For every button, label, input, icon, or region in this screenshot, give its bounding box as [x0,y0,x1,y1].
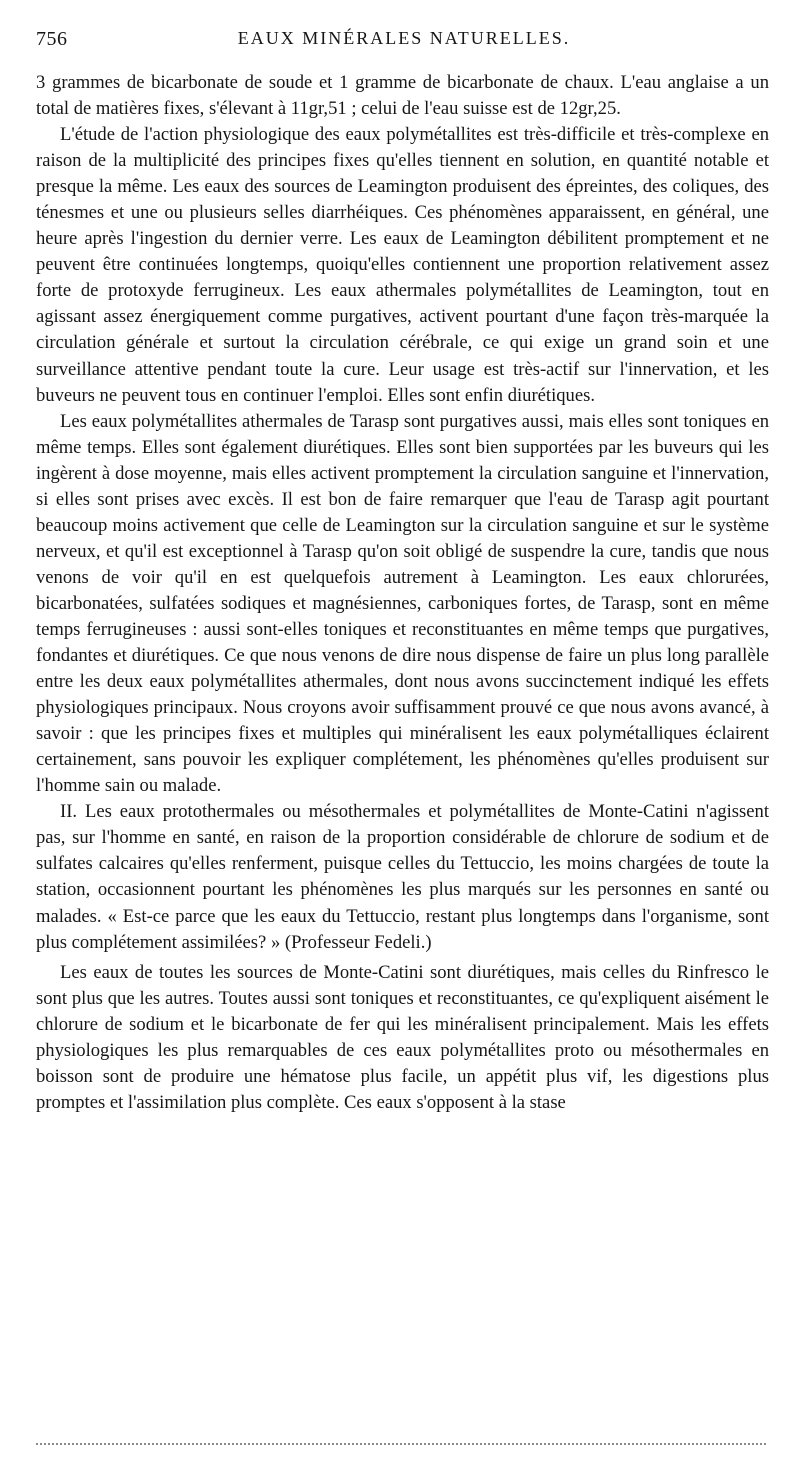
paragraph-continuation: 3 grammes de bicarbonate de soude et 1 gramme de bicarbonate de chaux. L'eau anglaise a un total de matières fixes, s'élevant à 11gr,51 ; celui de l'eau suisse est de 12gr,25. [36,72,769,120]
page-header [36,28,772,54]
running-title: EAUX MINÉRALES NATURELLES. [237,28,571,48]
body-text [36,70,769,1116]
paragraph-leamington-action: L'étude de l'action physiologique des eaux polymétallites est très-difficile et très-complexe en raison de la multiplicité des principes fixes qu'elles tiennent en solution, en quantité notable et presque la même. Les eaux des sources de Leamington produisent des épreintes, des coliques, des ténesmes et une ou plusieurs selles diarrhéiques. Ces phénomènes apparaissent, en général, une heure après l'ingestion du dernier verre. Les eaux de Leamington débilitent promptement et ne peuvent être continuées longtemps, quoiqu'elles contiennent une proportion relativement assez forte de protoxyde ferrugineux. Les eaux athermales polymétallites de Leamington, tout en agissant assez énergiquement comme purgatives, activent pourtant d'une façon très-marquée la circulation générale et surtout la circulation cérébrale, ce qui exige un grand soin et une surveillance attentive pendant toute la cure. Leur usage est très-actif sur l'innervation, et les buveurs ne peuvent tous en continuer l'emploi. Elles sont enfin diurétiques. [36,124,769,406]
page-number: 756 [36,28,68,50]
footer-dotted-rule [36,1443,766,1445]
paragraph-monte-catini: II. Les eaux protothermales ou mésothermales et polymétallites de Monte-Catini n'agissent pas, sur l'homme en santé, en raison de la proportion considérable de chlorure de sodium et de sulfates calcaires qu'elles renferment, puisque celles du Tettuccio, les moins chargées de toute la station, occasionnent pourtant les phénomènes les plus marqués sur les personnes en santé ou malades. « Est-ce parce que les eaux du Tettuccio, restant plus longtemps dans l'organisme, sont plus complétement assimilées? » (Professeur Fedeli.) [36,801,769,953]
paragraph-monte-catini-sources: Les eaux de toutes les sources de Monte-Catini sont diurétiques, mais celles du Rinfresco le sont plus que les autres. Toutes aussi sont toniques et reconstituantes, ce qu'expliquent aisément le chlorure de sodium et le bicarbonate de fer qui les minéralisent principalement. Mais les effets physiologiques les plus remarquables de ces eaux polymétallites proto ou mésothermales en boisson sont de produire une hématose plus facile, un appétit plus vif, les digestions plus promptes et l'assimilation plus complète. Ces eaux s'opposent à la stase [36,961,769,1113]
paragraph-tarasp: Les eaux polymétallites athermales de Tarasp sont purgatives aussi, mais elles sont toniques en même temps. Elles sont également diurétiques. Elles sont bien supportées par les buveurs qui les ingèrent à dose moyenne, mais elles activent promptement la circulation sanguine et l'innervation, si elles sont prises avec excès. Il est bon de faire remarquer que l'eau de Tarasp agit pourtant beaucoup moins activement que celle de Leamington sur la circulation sanguine et sur le système nerveux, et qu'il est exceptionnel à Tarasp qu'on soit obligé de suspendre la cure, tandis que nous venons de voir qu'il en est quelquefois autrement à Leamington. Les eaux chlorurées, bicarbonatées, sulfatées sodiques et magnésiennes, carboniques fortes, de Tarasp, sont en même temps ferrugineuses : aussi sont-elles toniques et reconstituantes en même temps que purgatives, fondantes et diurétiques. Ce que nous venons de dire nous dispense de faire un plus long parallèle entre les deux eaux polymétallites athermales, dont nous avons succinctement indiqué les effets physiologiques principaux. Nous croyons avoir suffisamment prouvé ce que nous avons avancé, à savoir : que les principes fixes et multiples qui minéralisent les eaux polymétalliques éclairent certainement, sans pouvoir les expliquer complétement, les phénomènes qu'elles produisent sur l'homme sain ou malade. [36,410,769,797]
